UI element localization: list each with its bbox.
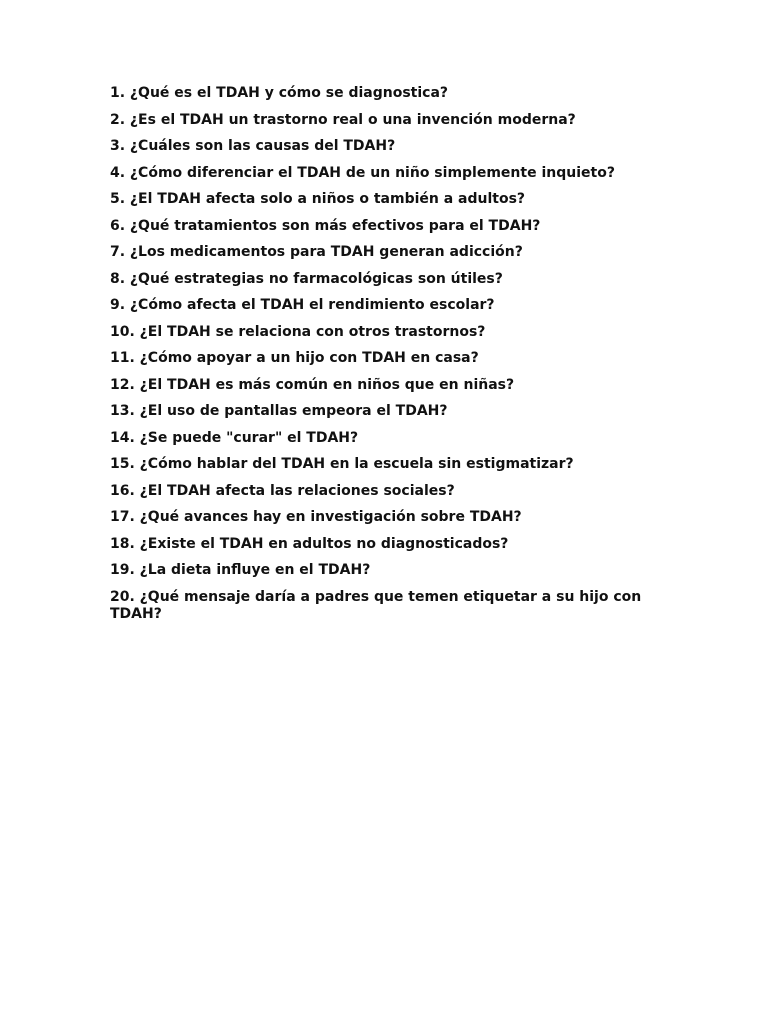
question-item-20: 20. ¿Qué mensaje daría a padres que temen etiquetar a su hijo con TDAH? (110, 588, 642, 622)
question-item-8: 8. ¿Qué estrategias no farmacológicas son útiles? (110, 270, 503, 287)
question-item-3: 3. ¿Cuáles son las causas del TDAH? (110, 138, 396, 154)
question-item-10: 10. ¿El TDAH se relaciona con otros trastornos? (110, 323, 486, 340)
question-item-9: 9. ¿Cómo afecta el TDAH el rendimiento escolar? (110, 297, 495, 313)
question-item-2: 2. ¿Es el TDAH un trastorno real o una invención moderna? (110, 111, 576, 128)
question-item-19: 19. ¿La dieta influye en el TDAH? (110, 562, 371, 578)
question-item-11: 11. ¿Cómo apoyar a un hijo con TDAH en casa? (110, 350, 479, 366)
question-item-1: 1. ¿Qué es el TDAH y cómo se diagnostica? (110, 85, 449, 101)
question-item-4: 4. ¿Cómo diferenciar el TDAH de un niño simplemente inquieto? (110, 164, 615, 181)
question-item-7: 7. ¿Los medicamentos para TDAH generan adicción? (110, 244, 523, 260)
question-item-15: 15. ¿Cómo hablar del TDAH en la escuela sin estigmatizar? (110, 456, 574, 472)
question-item-5: 5. ¿El TDAH afecta solo a niños o también a adultos? (110, 191, 526, 207)
question-item-12: 12. ¿El TDAH es más común en niños que en niñas? (110, 376, 515, 393)
question-item-13: 13. ¿El uso de pantallas empeora el TDAH? (110, 403, 448, 419)
question-list (110, 85, 670, 632)
question-item-17: 17. ¿Qué avances hay en investigación sobre TDAH? (110, 509, 522, 525)
question-item-16: 16. ¿El TDAH afecta las relaciones sociales? (110, 482, 455, 499)
question-item-18: 18. ¿Existe el TDAH en adultos no diagnosticados? (110, 535, 509, 552)
question-item-14: 14. ¿Se puede "curar" el TDAH? (110, 429, 359, 446)
question-item-6: 6. ¿Qué tratamientos son más efectivos para el TDAH? (110, 217, 541, 234)
